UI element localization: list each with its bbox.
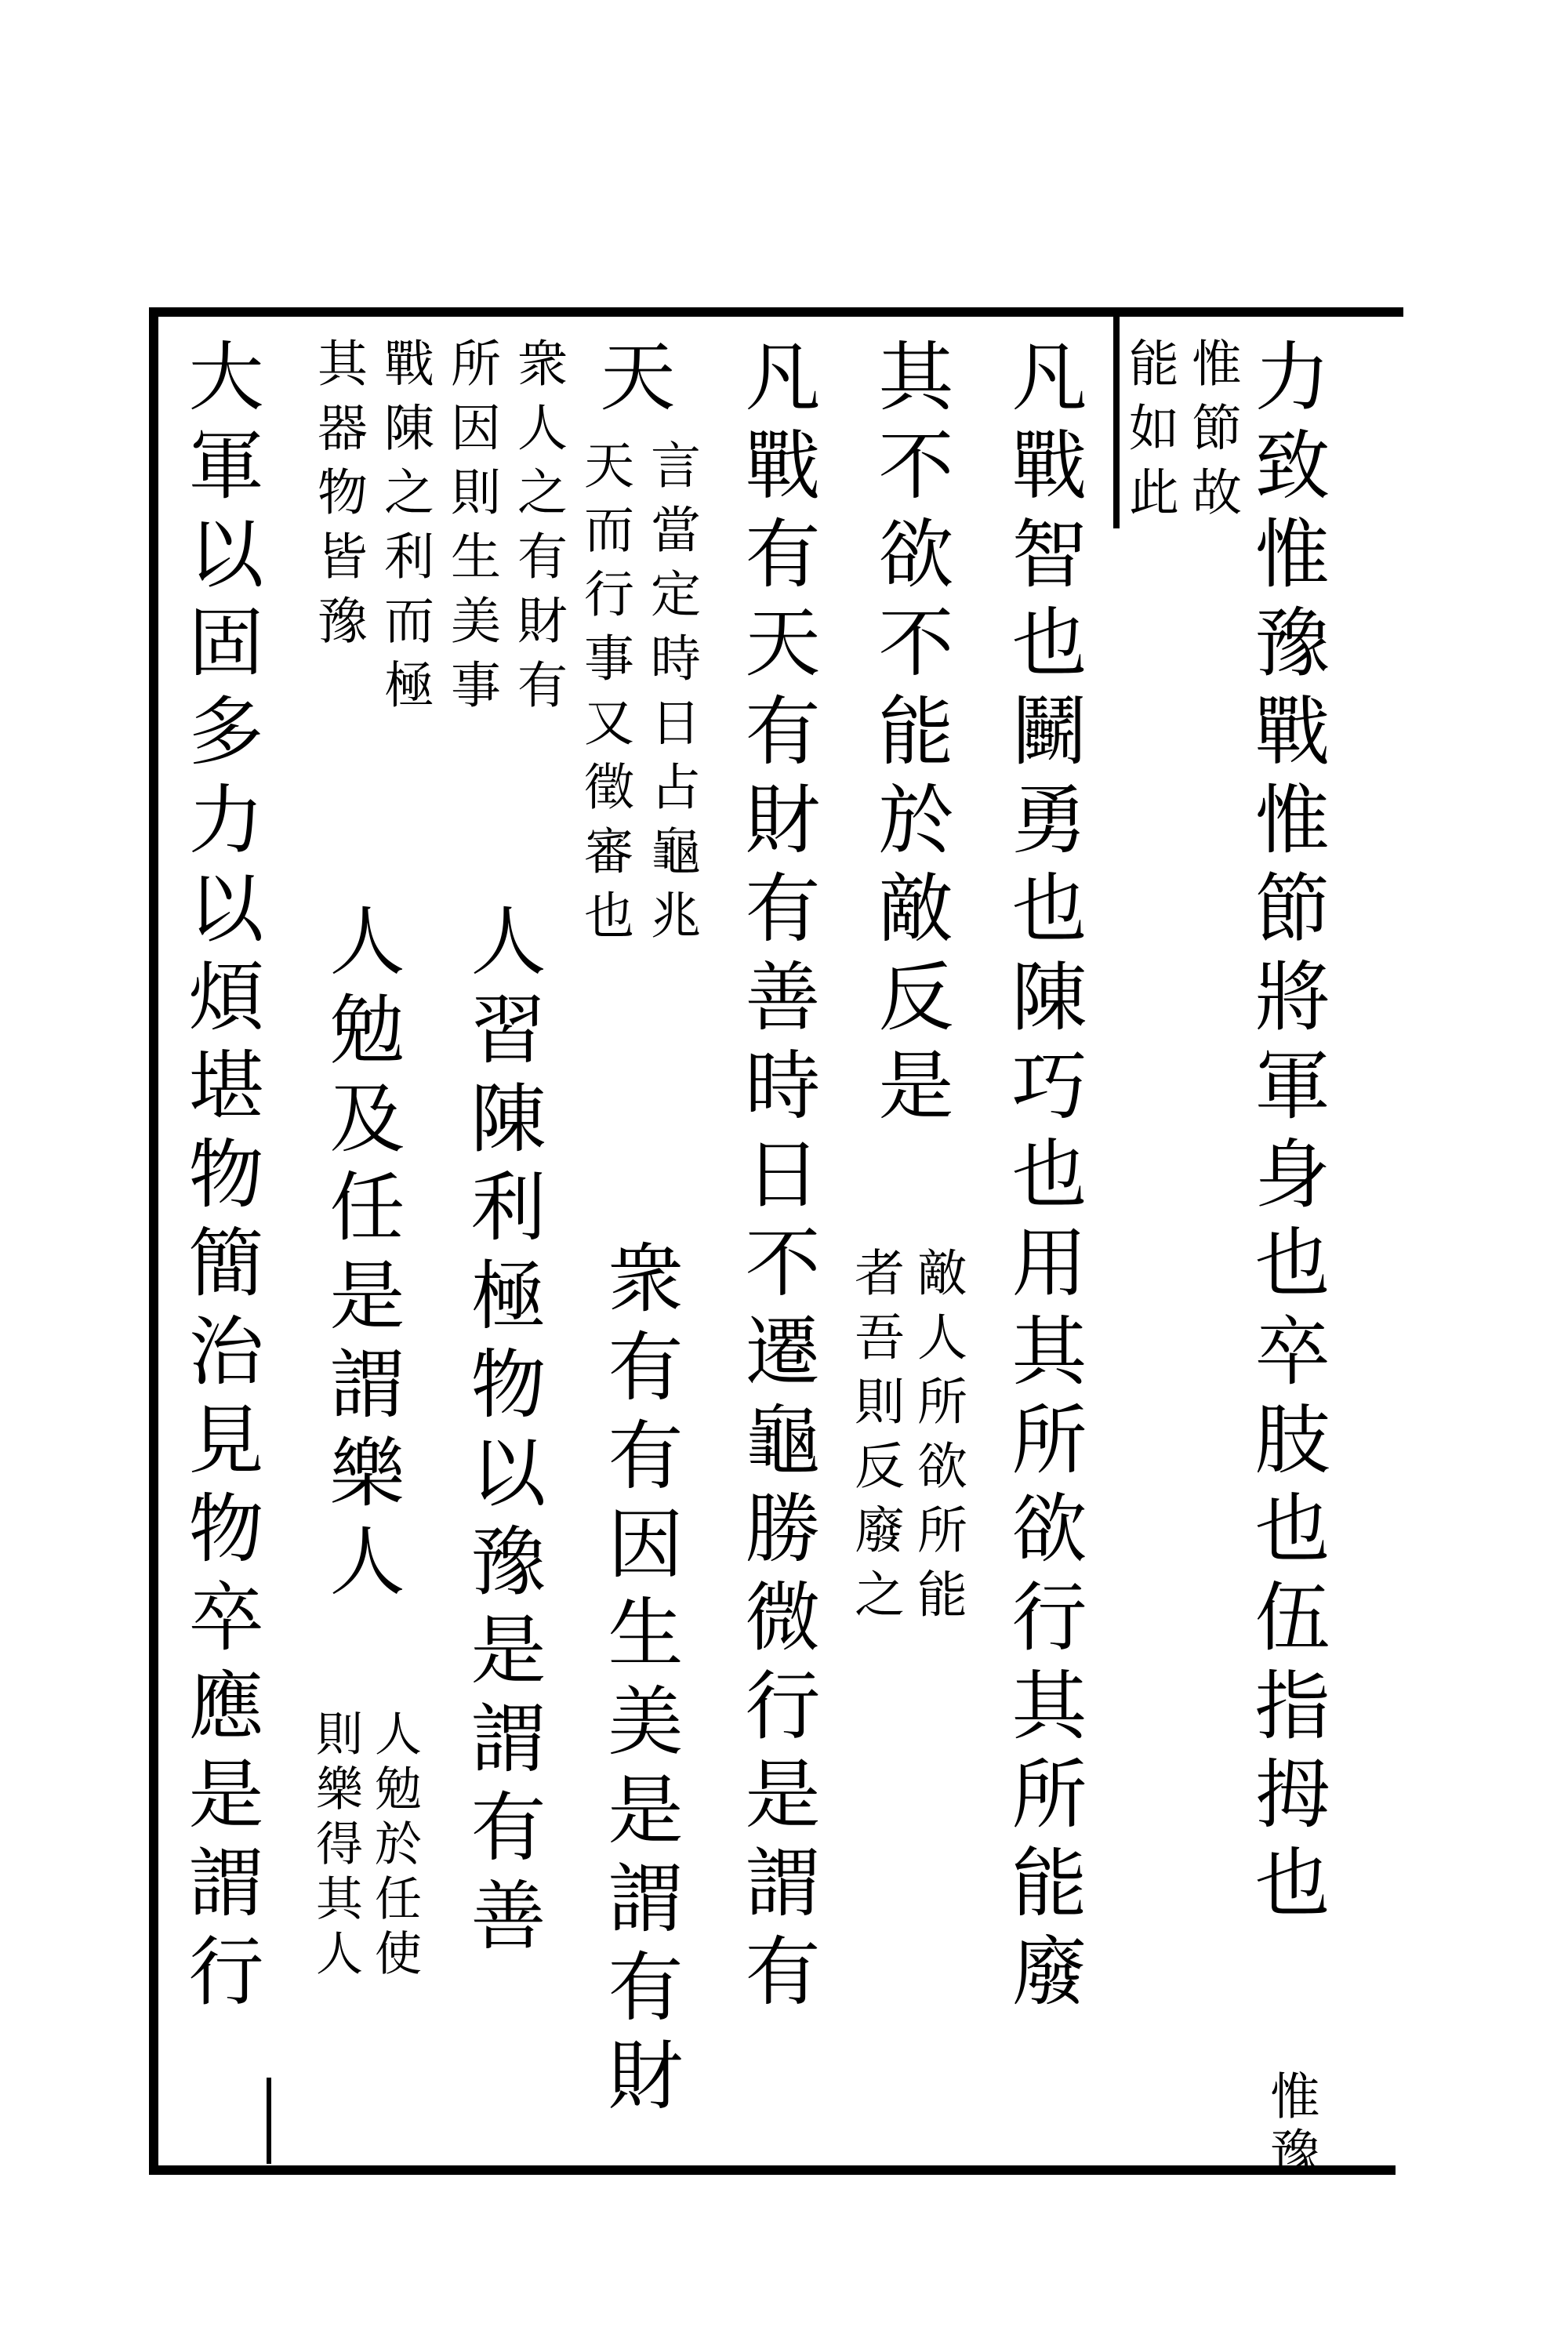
left-inner-rule <box>267 2078 271 2164</box>
column-8-note-c: 人勉於任使 <box>367 1709 422 1984</box>
column-3-text: 凡戰智也鬭勇也陳巧也用其所欲行其所能廢 <box>1000 337 1087 2020</box>
column-5-text: 凡戰有天有財有善時日不遷龜勝微行是謂有 <box>733 337 821 2020</box>
column-8-note-a: 戰陳之利而極 <box>376 337 434 723</box>
column-2-note-a: 惟節故 <box>1183 337 1241 530</box>
column-6-note-a: 言當定時日占龜兆 <box>642 439 700 953</box>
column-4-note-b: 者吾則反廢之 <box>846 1247 904 1632</box>
column-4-note-a: 敵人所欲所能 <box>909 1247 967 1632</box>
column-6-main-head: 天 <box>588 337 676 412</box>
column-2-note-b: 能如此 <box>1120 337 1178 530</box>
column-8-main: 人勉及任是謂樂人 <box>318 902 405 1610</box>
column-7-note-a: 衆人之有財有 <box>509 337 567 723</box>
column-6-note-b: 天而行事又徵審也 <box>575 439 633 953</box>
column-6-main: 衆有有因生美是謂有財 <box>596 1239 684 2125</box>
column-7-note-b: 所因則生美事 <box>442 337 500 723</box>
column-8-note-b: 其器物皆豫 <box>309 337 367 659</box>
column-7-main: 人習陳利極物以豫是謂有善 <box>459 902 546 1965</box>
column-8-note-d: 則樂得其人 <box>308 1709 363 1984</box>
top-rule <box>1239 307 1403 317</box>
column-1-text: 力致惟豫戰惟節將軍身也卒肢也伍指拇也 <box>1243 337 1330 1932</box>
column-9-text: 大軍以固多力以煩堪物簡治見物卒應是謂行 <box>176 337 264 2020</box>
column-1-note: 惟豫 <box>1261 2070 1319 2183</box>
column-4-text: 其不欲不能於敵反是 <box>866 337 954 1134</box>
